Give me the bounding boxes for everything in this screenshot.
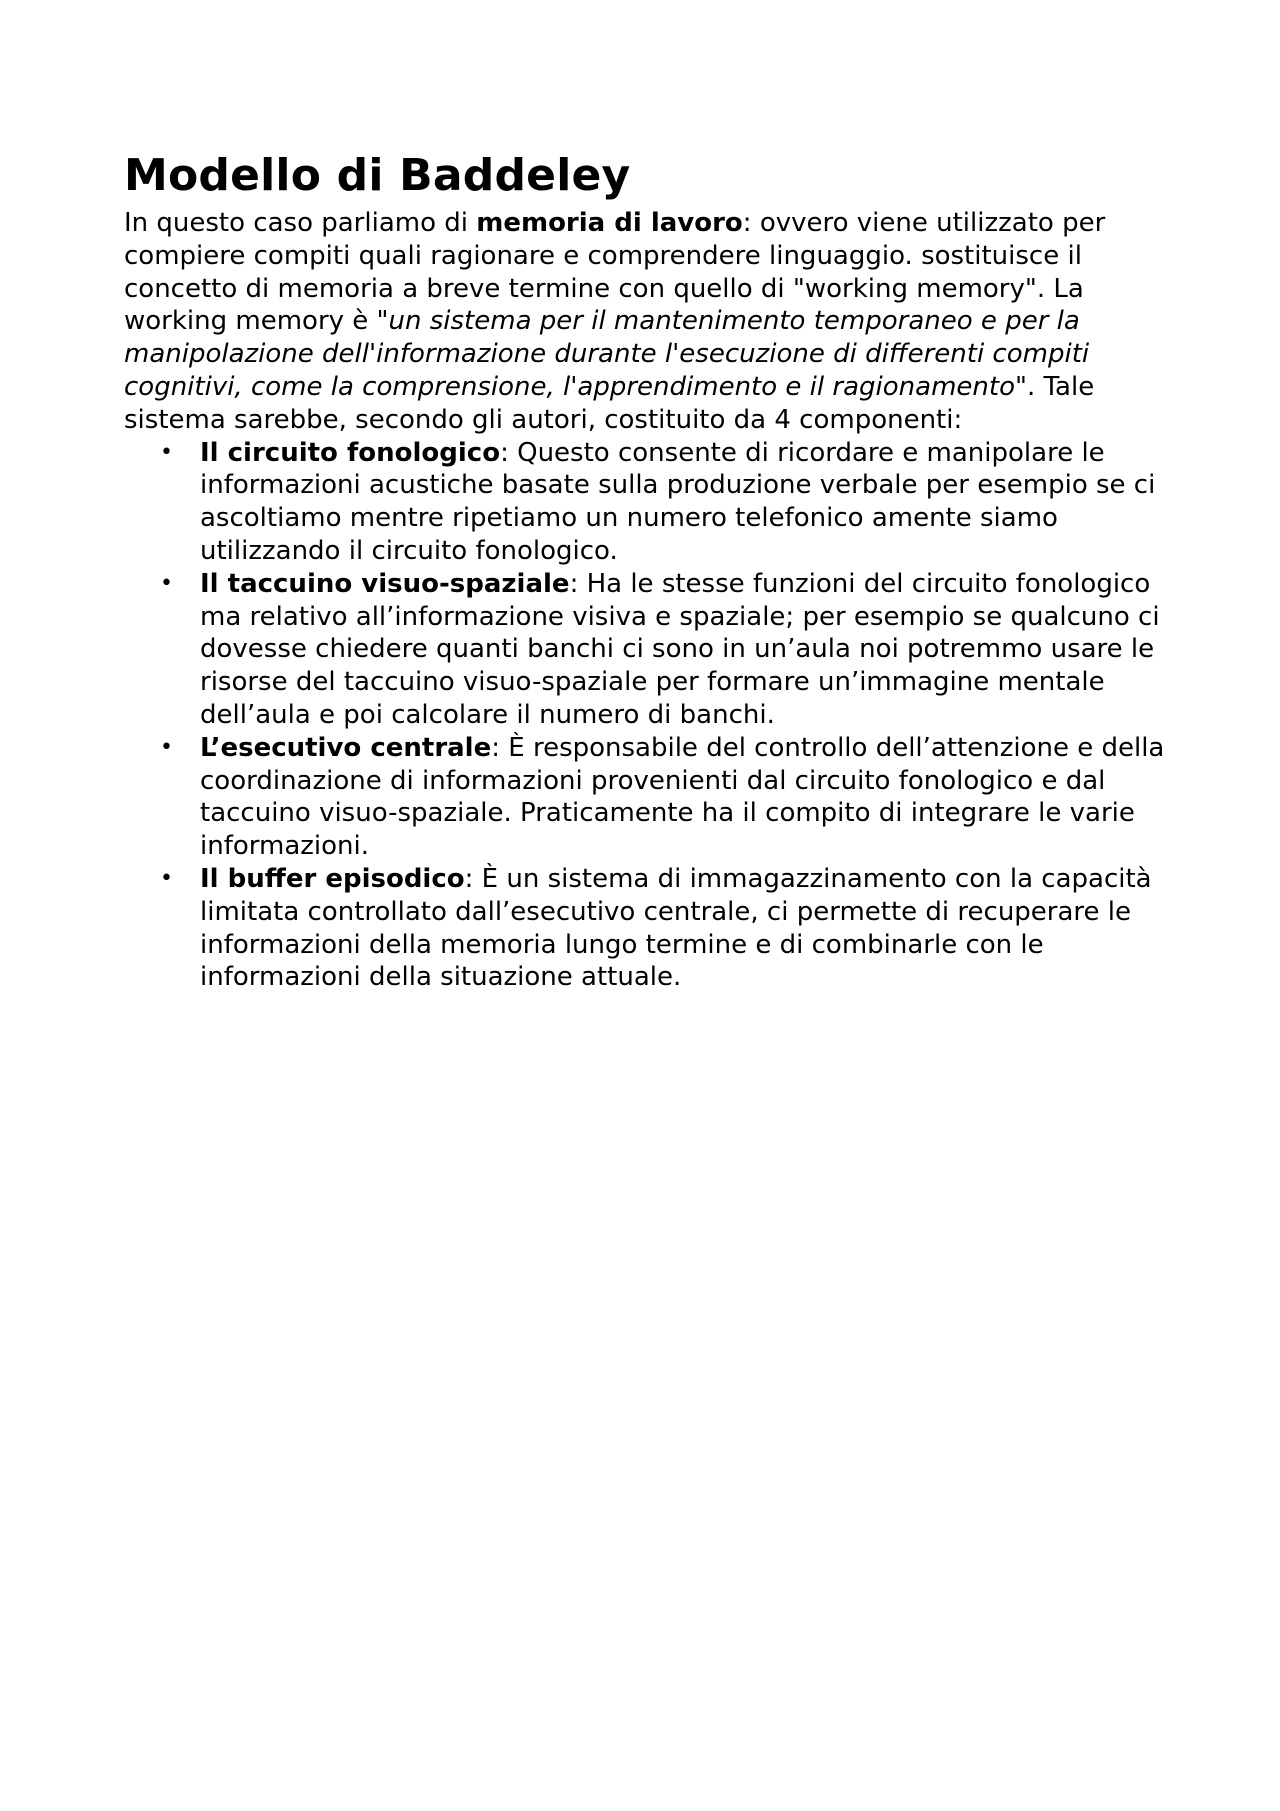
component-text: : È un sistema di immagazzinamento con la capacità limitata controllato dall’esecutivo centrale, ci permette di recuperare le informazioni della memoria lungo termine e di combinarle con le informazioni della situazione attuale. [200,863,1152,993]
component-text: : Questo consente di ricordare e manipolare le informazioni acustiche basate sulla produzione verbale per esempio se ci ascoltiamo mentre ripetiamo un numero telefonico amente siamo utilizzando il circuito fonologico. [200,437,1156,566]
component-term: Il buffer episodico [200,863,465,894]
components-list [124,437,1174,995]
list-item [124,863,1174,994]
component-text: : Ha le stesse funzioni del circuito fonologico ma relativo all’informazione visiva e spaziale; per esempio se qualcuno ci dovesse chiedere quanti banchi ci sono in un’aula noi potremmo usare le risorse del taccuino visuo-spaziale per formare un’immagine mentale dell’aula e poi calcolare il numero di banchi. [200,568,1160,730]
bullet-icon: • [160,734,173,760]
component-term: L’esecutivo centrale [200,732,492,763]
list-item [124,732,1174,863]
component-text: : È responsabile del controllo dell’attenzione e della coordinazione di informazioni provenienti dal circuito fonologico e dal taccuino visuo-spaziale. Praticamente ha il compito di integrare le varie informazioni. [200,732,1165,862]
component-term: Il taccuino visuo-spaziale [200,568,570,599]
bullet-icon: • [160,439,173,465]
intro-text-2: : ovvero viene utilizzato per compiere compiti quali ragionare e comprendere linguaggio. sostituisce il concetto di memoria a breve termine con quello di "working memory". La working memory è " [124,208,1106,337]
list-item [124,568,1174,732]
intro-text-1: In questo caso parliamo di [124,208,477,238]
intro-text-3: ". Tale sistema sarebbe, secondo gli autori, costituito da 4 componenti: [124,371,1095,435]
document-page [124,148,1174,994]
bullet-icon: • [160,865,173,891]
bullet-icon: • [160,570,173,596]
page-title: Modello di Baddeley [124,150,631,201]
list-item [124,437,1174,568]
intro-paragraph [124,207,1174,437]
intro-bold-term: memoria di lavoro [476,208,743,238]
intro-italic-quote: un sistema per il mantenimento temporaneo e per la manipolazione dell'informazione durante l'esecuzione di differenti compiti cognitivi, come la comprensione, l'apprendimento e il ragionamento [124,306,1090,402]
component-term: Il circuito fonologico [200,437,501,468]
